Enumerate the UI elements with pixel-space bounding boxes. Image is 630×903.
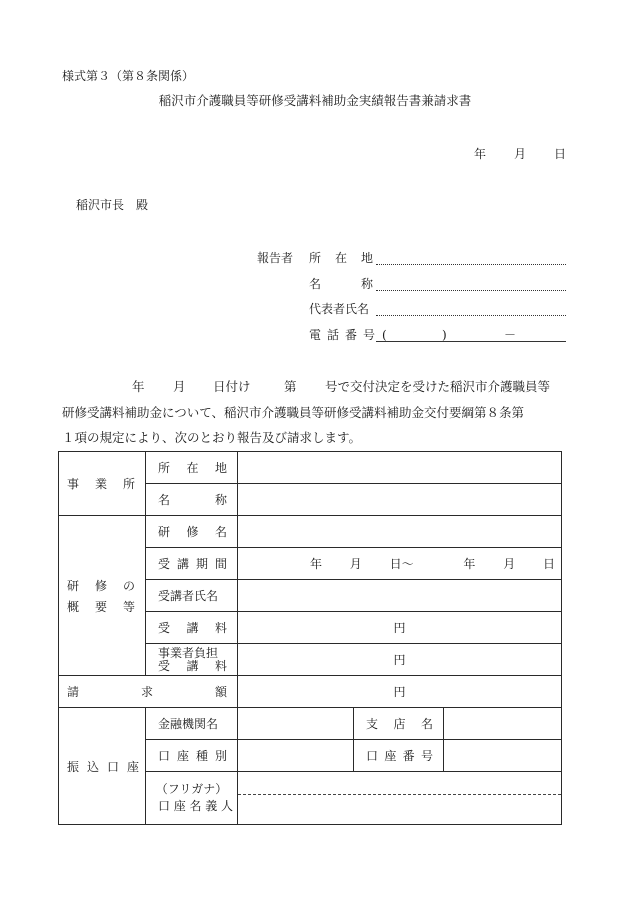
reporter-representative-label: 代表者氏名: [309, 302, 370, 316]
trainee-name-input[interactable]: [238, 580, 562, 612]
business-name-input[interactable]: [238, 484, 562, 516]
training-overview-header: 研 修 の 概 要 等: [59, 516, 146, 676]
date-month-label: 月: [514, 147, 527, 161]
fee-label: 受 講 料: [146, 612, 238, 644]
claim-yen: 円: [393, 685, 406, 699]
account-holder-label: （フリガナ） 口 座 名 義 人: [146, 772, 238, 825]
reporter-label: 報告者: [257, 251, 294, 265]
reporter-address-label: 所 在 地: [309, 251, 373, 265]
body-line-2: 研修受講料補助金について、稲沢市介護職員等研修受講料補助金交付要綱第８条第: [62, 405, 525, 420]
phone-paren-close: ): [442, 328, 447, 342]
employer-burden-yen: 円: [393, 653, 406, 667]
account-number-label: 口 座 番 号: [354, 740, 444, 772]
claim-amount-label: 請 求 額: [59, 676, 238, 708]
phone-dash: －: [504, 328, 517, 342]
account-type-input[interactable]: [238, 740, 354, 772]
reporter-name-label: 名 称: [309, 277, 373, 291]
addressee: 稲沢市長 殿: [76, 198, 149, 212]
business-header: 事 業 所: [59, 452, 146, 516]
form-number: 様式第３（第８条関係）: [62, 69, 195, 83]
claim-amount-input[interactable]: [238, 676, 562, 708]
training-name-label: 研 修 名: [146, 516, 238, 548]
business-name-label: 名 称: [146, 484, 238, 516]
account-holder-input[interactable]: [238, 772, 562, 825]
employer-burden-input[interactable]: [238, 644, 562, 676]
bank-name-label: 金融機関名: [146, 708, 238, 740]
furigana-divider: [238, 794, 561, 795]
reporter-name-field[interactable]: [376, 278, 566, 291]
account-type-label: 口 座 種 別: [146, 740, 238, 772]
bank-name-input[interactable]: [238, 708, 354, 740]
body-line-3: １項の規定により、次のとおり報告及び請求します。: [62, 430, 362, 445]
document-title: 稲沢市介護職員等研修受講料補助金実績報告書兼請求書: [158, 93, 472, 108]
period-label: 受 講 期 間: [146, 548, 238, 580]
trainee-name-label: 受講者氏名: [146, 580, 238, 612]
business-address-label: 所 在 地: [146, 452, 238, 484]
transfer-account-header: 振 込 口 座: [59, 708, 146, 825]
fee-input[interactable]: [238, 612, 562, 644]
period-input[interactable]: 年 月 日～ 年 月 日: [238, 548, 562, 580]
reporter-address-field[interactable]: [376, 252, 566, 265]
branch-input[interactable]: [444, 708, 562, 740]
date-year-label: 年: [474, 147, 487, 161]
reporter-phone-field[interactable]: [376, 329, 566, 342]
date-day-label: 日: [554, 147, 567, 161]
phone-paren-open: (: [382, 328, 387, 342]
fee-yen: 円: [393, 621, 406, 635]
reporter-representative-field[interactable]: [376, 303, 566, 316]
account-number-input[interactable]: [444, 740, 562, 772]
employer-burden-label: 事業者負担 受 講 料: [146, 644, 238, 676]
training-name-input[interactable]: [238, 516, 562, 548]
reporter-phone-label: 電 話 番 号: [309, 328, 375, 342]
body-line-1: 年 月 日付け 第 号で交付決定を受けた稲沢市介護職員等: [132, 379, 551, 394]
business-address-input[interactable]: [238, 452, 562, 484]
branch-label: 支 店 名: [354, 708, 444, 740]
report-table: [58, 451, 562, 825]
